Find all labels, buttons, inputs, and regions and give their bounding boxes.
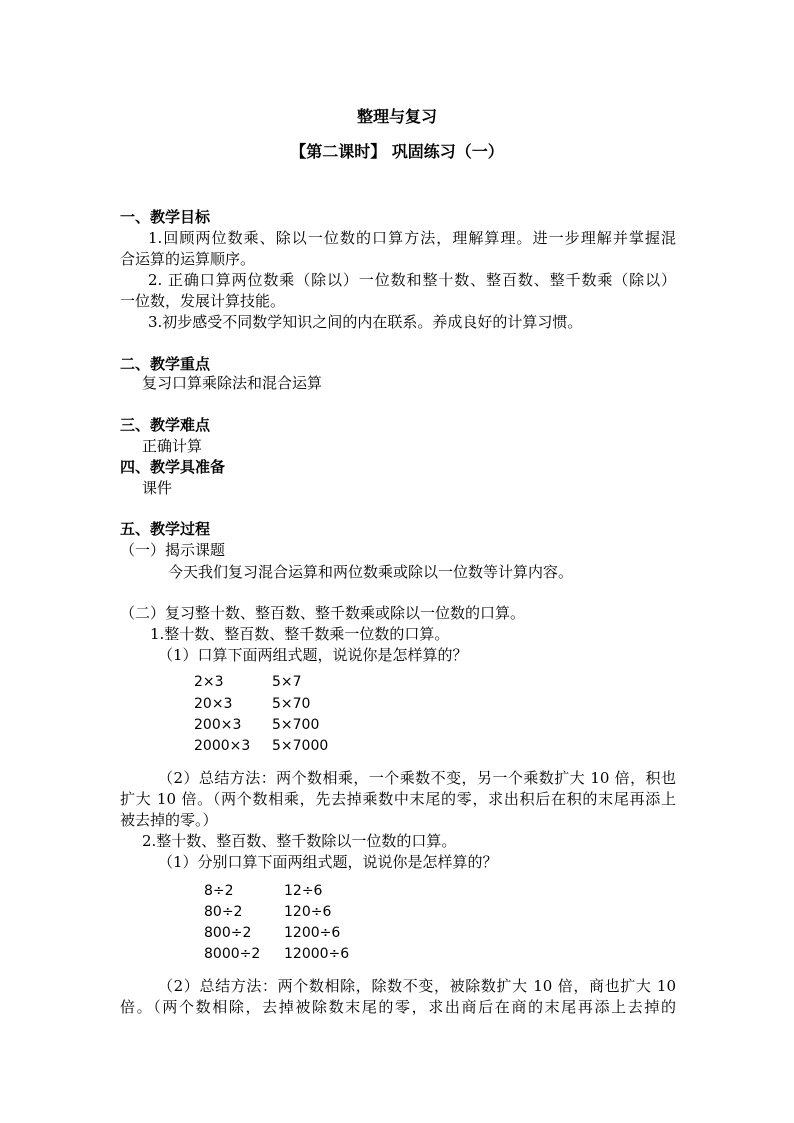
part-2-heading: （二）复习整十数、整百数、整千数乘或除以一位数的口算。 xyxy=(120,604,526,622)
objective-1-line-1: 1.回顾两位数乘、除以一位数的口算方法，理解算理。进一步理解并掌握混 xyxy=(148,229,676,247)
div-left-2: 80÷2 xyxy=(204,904,243,920)
item-1-summary-line-2: 扩大 10 倍。（两个数相乘，先去掉乘数中末尾的零，求出积后在积的末尾再添上 xyxy=(120,790,676,808)
materials-text: 课件 xyxy=(142,479,173,497)
div-right-1: 12÷6 xyxy=(284,883,323,899)
mult-right-4: 5×7000 xyxy=(272,738,329,754)
div-left-4: 8000÷2 xyxy=(204,946,261,962)
item-1-heading: 1.整十数、整百数、整千数乘一位数的口算。 xyxy=(150,625,450,643)
lesson-subtitle: 【第二课时】 巩固练习（一） xyxy=(290,142,504,161)
section-heading-difficulties: 三、教学难点 xyxy=(120,416,211,434)
mult-left-2: 20×3 xyxy=(194,696,233,712)
div-right-2: 120÷6 xyxy=(284,904,332,920)
section-heading-materials: 四、教学具准备 xyxy=(120,458,226,476)
mult-right-3: 5×700 xyxy=(272,717,320,733)
difficulties-text: 正确计算 xyxy=(142,437,203,455)
mult-left-4: 2000×3 xyxy=(194,738,251,754)
div-left-3: 800÷2 xyxy=(204,925,252,941)
item-2-question: （1）分别口算下面两组式题，说说你是怎样算的？ xyxy=(158,853,498,871)
item-1-question: （1）口算下面两组式题，说说你是怎样算的？ xyxy=(158,646,468,664)
part-1-heading: （一）揭示课题 xyxy=(120,541,226,559)
mult-left-1: 2×3 xyxy=(194,674,224,690)
item-1-summary-line-3: 被去掉的零。） xyxy=(120,811,218,829)
section-heading-process: 五、教学过程 xyxy=(120,520,211,538)
key-points-text: 复习口算乘除法和混合运算 xyxy=(142,374,323,392)
part-1-text: 今天我们复习混合运算和两位数乘或除以一位数等计算内容。 xyxy=(168,563,574,581)
div-right-4: 12000÷6 xyxy=(284,946,350,962)
div-right-3: 1200÷6 xyxy=(284,925,341,941)
objective-1-line-2: 合运算的运算顺序。 xyxy=(120,250,256,268)
mult-right-2: 5×70 xyxy=(272,696,311,712)
item-2-summary-line-1: （2）总结方法：两个数相除，除数不变，被除数扩大 10 倍，商也扩大 10 xyxy=(158,977,676,995)
document-title: 整理与复习 xyxy=(356,107,437,126)
objective-2-line-1: 2. 正确口算两位数乘（除以）一位数和整十数、整百数、整千数乘（除以） xyxy=(148,271,676,289)
mult-left-3: 200×3 xyxy=(194,717,242,733)
div-left-1: 8÷2 xyxy=(204,883,234,899)
mult-right-1: 5×7 xyxy=(272,674,302,690)
objective-2-line-2: 一位数，发展计算技能。 xyxy=(120,292,286,310)
item-2-heading: 2.整十数、整百数、整千数除以一位数的口算。 xyxy=(142,832,457,850)
item-1-summary-line-1: （2）总结方法：两个数相乘，一个乘数不变，另一个乘数扩大 10 倍，积也 xyxy=(158,769,676,787)
section-heading-key-points: 二、教学重点 xyxy=(120,355,211,373)
item-2-summary-line-2: 倍。（两个数相除，去掉被除数末尾的零，求出商后在商的末尾再添上去掉的 xyxy=(120,998,676,1016)
section-heading-objectives: 一、教学目标 xyxy=(120,208,211,226)
objective-3: 3.初步感受不同数学知识之间的内在联系。养成良好的计算习惯。 xyxy=(148,313,583,331)
